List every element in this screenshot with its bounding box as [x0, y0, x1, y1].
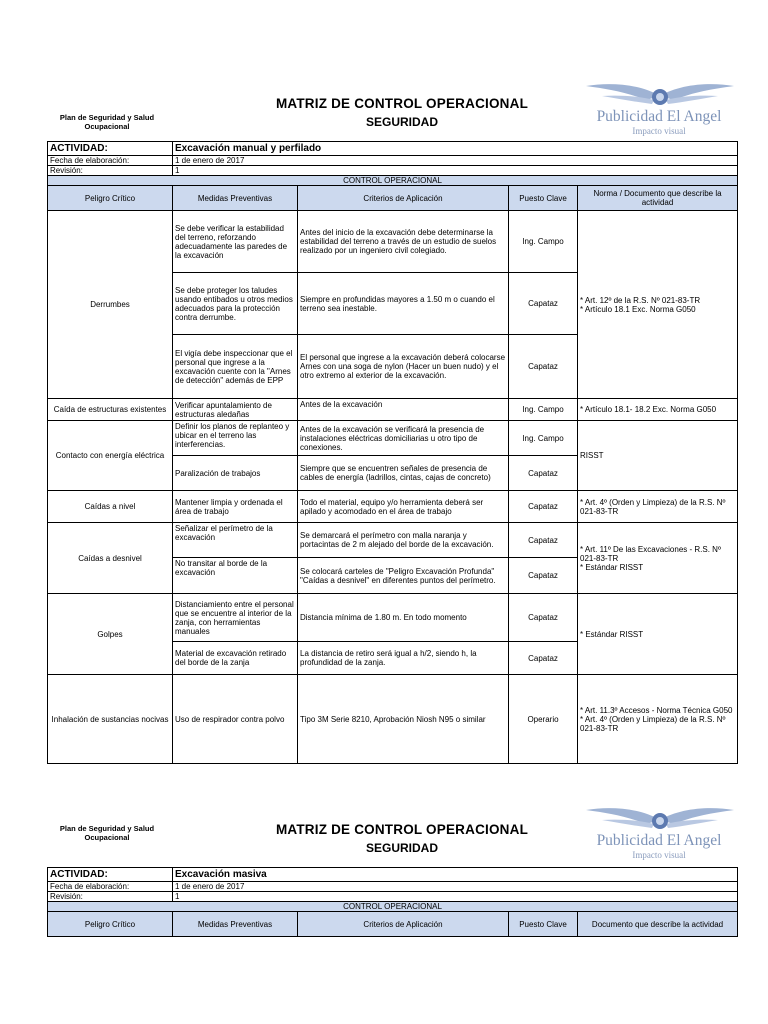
col-peligro: Peligro Crítico: [48, 912, 173, 937]
medida-cell: Distanciamiento entre el personal que se encuentre al interior de la zanja, con herramientas manuales: [173, 594, 298, 642]
puesto-cell: Capataz: [509, 642, 578, 675]
title-line-1: MATRIZ DE CONTROL OPERACIONAL: [275, 96, 529, 111]
medida-cell: Paralización de trabajos: [173, 456, 298, 491]
peligro-cell: Caída de estructuras existentes: [48, 399, 173, 421]
puesto-cell: Capataz: [509, 558, 578, 594]
table-row: [48, 211, 738, 273]
peligro-cell: Derrumbes: [48, 211, 173, 399]
revision-value: 1: [173, 892, 738, 902]
table-row: [48, 675, 738, 764]
criterio-cell: Se colocará carteles de "Peligro Excavación Profunda" "Caídas a desnivel" en diferentes puntos del perímetro.: [298, 558, 509, 594]
criterio-cell: Todo el material, equipo y/o herramienta deberá ser apilado y acomodado en el área de trabajo: [298, 491, 509, 523]
criterio-cell: Se demarcará el perímetro con malla naranja y portacintas de 2 m alejado del borde de la excavación.: [298, 523, 509, 558]
page-title-2: [252, 822, 552, 855]
revision-value: 1: [173, 166, 738, 176]
criterio-cell: Antes de la excavación: [298, 399, 509, 421]
fecha-value: 1 de enero de 2017: [173, 156, 738, 166]
title-line-2: SEGURIDAD: [365, 115, 438, 129]
puesto-cell: Capataz: [509, 594, 578, 642]
table-row: [48, 491, 738, 523]
table-row: [48, 594, 738, 642]
title-line-2: SEGURIDAD: [365, 841, 438, 855]
col-puesto: Puesto Clave: [509, 186, 578, 211]
matrix-1-table: [47, 141, 738, 764]
col-norma: Norma / Documento que describe la actividad: [578, 186, 738, 211]
plan-label: [42, 113, 172, 131]
revision-label: Revisión:: [48, 166, 173, 176]
peligro-cell: Caídas a nivel: [48, 491, 173, 523]
peligro-cell: Golpes: [48, 594, 173, 675]
title-line-1: MATRIZ DE CONTROL OPERACIONAL: [275, 822, 529, 837]
medida-cell: No transitar al borde de la excavación: [173, 558, 298, 594]
matrix-1: [47, 141, 737, 764]
plan-line-1: Plan de Seguridad y Salud: [59, 824, 155, 833]
norma-cell: * Artículo 18.1- 18.2 Exc. Norma G050: [578, 399, 738, 421]
table-row: [48, 523, 738, 558]
peligro-cell: Inhalación de sustancias nocivas: [48, 675, 173, 764]
page-title: [252, 96, 552, 129]
matrix-2-table: [47, 867, 738, 937]
medida-cell: Se debe verificar la estabilidad del terreno, reforzando adecuadamente las paredes de la excavación: [173, 211, 298, 273]
puesto-cell: Ing. Campo: [509, 421, 578, 456]
col-medidas: Medidas Preventivas: [173, 186, 298, 211]
col-documento: Documento que describe la actividad: [578, 912, 738, 937]
puesto-cell: Capataz: [509, 273, 578, 335]
matrix-2: [47, 867, 737, 937]
angel-wings-icon: [580, 80, 740, 110]
col-criterios: Criterios de Aplicación: [298, 912, 509, 937]
company-logo-2: [580, 804, 740, 864]
fecha-label: Fecha de elaboración:: [48, 882, 173, 892]
criterio-cell: El personal que ingrese a la excavación deberá colocarse Arnes con una soga de nylon (Hacer un buen nudo) y el otro extremo al exterior de la excavación.: [298, 335, 509, 399]
medida-cell: Definir los planos de replanteo y ubicar en el terreno las interferencias.: [173, 421, 298, 456]
col-medidas: Medidas Preventivas: [173, 912, 298, 937]
puesto-cell: Ing. Campo: [509, 211, 578, 273]
fecha-label: Fecha de elaboración:: [48, 156, 173, 166]
plan-line-2: Ocupacional: [84, 122, 130, 131]
actividad-value: Excavación manual y perfilado: [173, 142, 738, 156]
norma-cell: * Estándar RISST: [578, 594, 738, 675]
criterio-cell: Tipo 3M Serie 8210, Aprobación Niosh N95 o similar: [298, 675, 509, 764]
criterio-cell: Siempre que se encuentren señales de presencia de cables de energía (ladrillos, cintas, cajas de concreto): [298, 456, 509, 491]
puesto-cell: Capataz: [509, 491, 578, 523]
col-criterios: Criterios de Aplicación: [298, 186, 509, 211]
logo-tagline: Impacto visual: [632, 126, 686, 136]
actividad-label: ACTIVIDAD:: [48, 868, 173, 882]
table-row: [48, 421, 738, 456]
plan-label-2: [42, 824, 172, 842]
peligro-cell: Caídas a desnivel: [48, 523, 173, 594]
medida-cell: El vigía debe inspeccionar que el personal que ingrese a la excavación cuente con la "Arnes de detección" además de EPP: [173, 335, 298, 399]
criterio-cell: Distancia mínima de 1.80 m. En todo momento: [298, 594, 509, 642]
norma-cell: * Art. 12º de la R.S. Nº 021-83-TR * Artículo 18.1 Exc. Norma G050: [578, 211, 738, 399]
table-row: [48, 399, 738, 421]
angel-wings-icon: [580, 804, 740, 834]
logo-brand: Publicidad El Angel: [596, 832, 722, 849]
medida-cell: Señalizar el perímetro de la excavación: [173, 523, 298, 558]
medida-cell: Se debe proteger los taludes usando entibados u otros medios adecuados para la protección contra derrumbe.: [173, 273, 298, 335]
norma-cell: * Art. 11.3º Accesos - Norma Técnica G050 * Art. 4º (Orden y Limpieza) de la R.S. Nº 021-83-TR: [578, 675, 738, 764]
puesto-cell: Capataz: [509, 456, 578, 491]
puesto-cell: Capataz: [509, 523, 578, 558]
puesto-cell: Capataz: [509, 335, 578, 399]
company-logo: [580, 80, 740, 140]
revision-label: Revisión:: [48, 892, 173, 902]
criterio-cell: Siempre en profundidas mayores a 1.50 m o cuando el terreno sea inestable.: [298, 273, 509, 335]
norma-cell: RISST: [578, 421, 738, 491]
col-puesto: Puesto Clave: [509, 912, 578, 937]
medida-cell: Verificar apuntalamiento de estructuras aledañas: [173, 399, 298, 421]
puesto-cell: Ing. Campo: [509, 399, 578, 421]
actividad-value: Excavación masiva: [173, 868, 738, 882]
plan-line-1: Plan de Seguridad y Salud: [59, 113, 155, 122]
medida-cell: Uso de respirador contra polvo: [173, 675, 298, 764]
norma-cell: * Art. 11º De las Excavaciones - R.S. Nº 021-83-TR * Estándar RISST: [578, 523, 738, 594]
section-heading: CONTROL OPERACIONAL: [48, 176, 738, 186]
logo-tagline: Impacto visual: [632, 850, 686, 860]
col-peligro: Peligro Crítico: [48, 186, 173, 211]
section-heading: CONTROL OPERACIONAL: [48, 902, 738, 912]
peligro-cell: Contacto con energía eléctrica: [48, 421, 173, 491]
medida-cell: Material de excavación retirado del borde de la zanja: [173, 642, 298, 675]
plan-line-2: Ocupacional: [84, 833, 130, 842]
actividad-label: ACTIVIDAD:: [48, 142, 173, 156]
criterio-cell: La distancia de retiro será igual a h/2, siendo h, la profundidad de la zanja.: [298, 642, 509, 675]
criterio-cell: Antes del inicio de la excavación debe determinarse la estabilidad del terreno a través de un estudio de suelos realizado por un ingeniero civil colegiado.: [298, 211, 509, 273]
medida-cell: Mantener limpia y ordenada el área de trabajo: [173, 491, 298, 523]
criterio-cell: Antes de la excavación se verificará la presencia de instalaciones eléctricas domiciliarias u otro tipo de conexiones.: [298, 421, 509, 456]
norma-cell: * Art. 4º (Orden y Limpieza) de la R.S. Nº 021-83-TR: [578, 491, 738, 523]
logo-brand: Publicidad El Angel: [596, 108, 722, 125]
fecha-value: 1 de enero de 2017: [173, 882, 738, 892]
puesto-cell: Operario: [509, 675, 578, 764]
